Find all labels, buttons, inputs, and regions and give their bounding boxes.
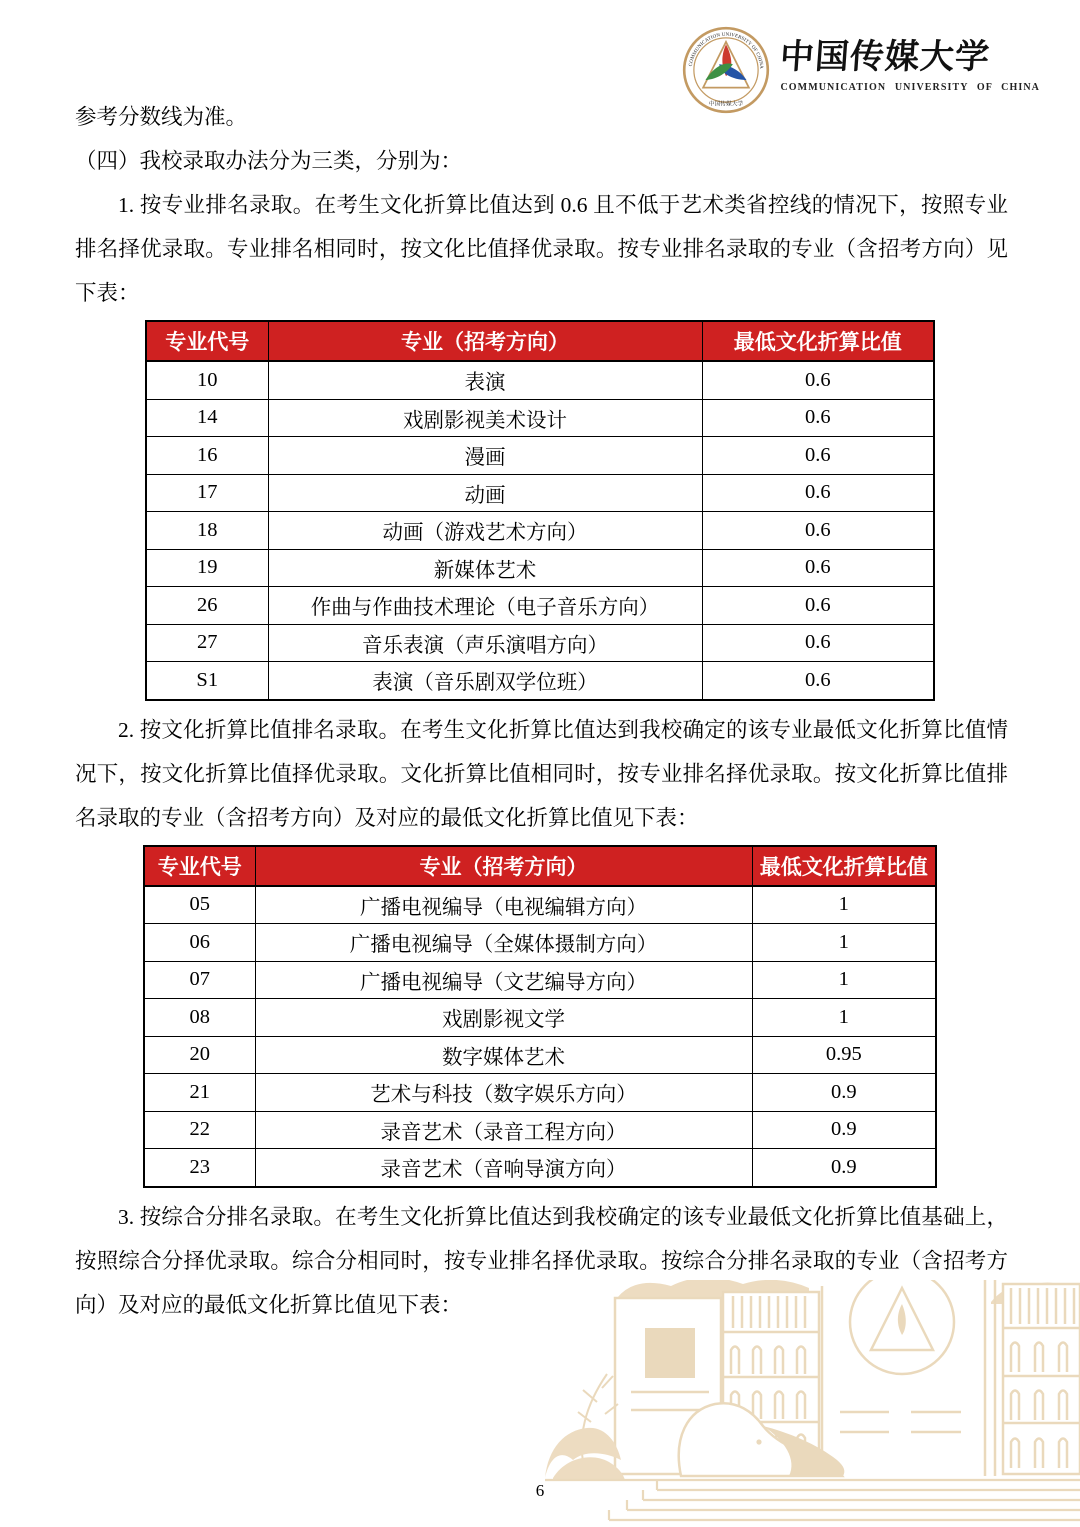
- major-name-cell: 表演: [268, 361, 702, 399]
- major-code-cell: 27: [146, 624, 268, 662]
- table-row: [146, 474, 934, 512]
- major-name-cell: 动画（游戏艺术方向）: [268, 512, 702, 550]
- min-ratio-cell: 1: [752, 886, 936, 924]
- major-name-cell: 广播电视编导（电视编辑方向）: [255, 886, 752, 924]
- table-row: [144, 924, 936, 962]
- major-name-cell: 艺术与科技（数字娱乐方向）: [255, 1074, 752, 1112]
- table-row: [146, 549, 934, 587]
- table-header-row: [144, 846, 936, 886]
- seal-caption-text: 中国传媒大学: [709, 101, 744, 108]
- table-row: [144, 1111, 936, 1149]
- major-name-cell: 动画: [268, 474, 702, 512]
- min-ratio-cell: 0.9: [752, 1149, 936, 1187]
- major-code-cell: 06: [144, 924, 255, 962]
- min-ratio-cell: 0.6: [702, 624, 934, 662]
- major-code-cell: 22: [144, 1111, 255, 1149]
- document-body: [75, 95, 1008, 1327]
- table-row: [144, 1036, 936, 1074]
- min-ratio-cell: 0.95: [752, 1036, 936, 1074]
- table-culture-ratio-admission: [143, 845, 937, 1188]
- min-ratio-cell: 0.6: [702, 587, 934, 625]
- major-name-cell: 录音艺术（音响导演方向）: [255, 1149, 752, 1187]
- major-code-cell: 17: [146, 474, 268, 512]
- major-name-cell: 数字媒体艺术: [255, 1036, 752, 1074]
- table-header-row: [146, 321, 934, 361]
- col-header-major-code: 专业代号: [146, 321, 268, 361]
- min-ratio-cell: 0.6: [702, 512, 934, 550]
- paragraph-section-4-heading: （四）我校录取办法分为三类，分别为：: [75, 149, 463, 173]
- min-ratio-cell: 0.6: [702, 549, 934, 587]
- col-header-major-name: 专业（招考方向）: [255, 846, 752, 886]
- table-row: [144, 961, 936, 999]
- major-code-cell: 18: [146, 512, 268, 550]
- university-logo: [682, 26, 1040, 114]
- paragraph-reference-line: 参考分数线为准。: [75, 105, 248, 129]
- table-row: [146, 399, 934, 437]
- major-name-cell: 表演（音乐剧双学位班）: [268, 662, 702, 700]
- paragraph-method-3: 3. 按综合分排名录取。在考生文化折算比值达到我校确定的该专业最低文化折算比值基础上，按照综合分择优录取。综合分相同时，按专业排名择优录取。按综合分排名录取的专业（含招考方向）及对应的最低文化折算比值见下表：: [75, 1204, 1008, 1317]
- major-code-cell: 10: [146, 361, 268, 399]
- major-name-cell: 戏剧影视美术设计: [268, 399, 702, 437]
- min-ratio-cell: 0.6: [702, 437, 934, 475]
- major-code-cell: 20: [144, 1036, 255, 1074]
- table-row: [146, 624, 934, 662]
- min-ratio-cell: 0.6: [702, 662, 934, 700]
- table-row: [144, 886, 936, 924]
- major-code-cell: 23: [144, 1149, 255, 1187]
- major-name-cell: 作曲与作曲技术理论（电子音乐方向）: [268, 587, 702, 625]
- min-ratio-cell: 0.9: [752, 1111, 936, 1149]
- major-code-cell: 08: [144, 999, 255, 1037]
- major-name-cell: 广播电视编导（文艺编导方向）: [255, 961, 752, 999]
- university-name-cn: 中国传媒大学: [779, 39, 992, 76]
- major-name-cell: 漫画: [268, 437, 702, 475]
- min-ratio-cell: 0.6: [702, 474, 934, 512]
- table-row: [144, 999, 936, 1037]
- table-row: [146, 662, 934, 700]
- major-name-cell: 戏剧影视文学: [255, 999, 752, 1037]
- min-ratio-cell: 0.9: [752, 1074, 936, 1112]
- table-row: [144, 1074, 936, 1112]
- col-header-min-ratio: 最低文化折算比值: [752, 846, 936, 886]
- min-ratio-cell: 0.6: [702, 399, 934, 437]
- major-name-cell: 音乐表演（声乐演唱方向）: [268, 624, 702, 662]
- major-code-cell: 05: [144, 886, 255, 924]
- major-name-cell: 新媒体艺术: [268, 549, 702, 587]
- col-header-major-code: 专业代号: [144, 846, 255, 886]
- min-ratio-cell: 1: [752, 961, 936, 999]
- min-ratio-cell: 1: [752, 999, 936, 1037]
- col-header-min-ratio: 最低文化折算比值: [702, 321, 934, 361]
- table-row: [146, 361, 934, 399]
- col-header-major-name: 专业（招考方向）: [268, 321, 702, 361]
- major-code-cell: 14: [146, 399, 268, 437]
- table-row: [146, 587, 934, 625]
- table-major-rank-admission: [145, 320, 935, 701]
- page-number: 6: [535, 1481, 545, 1500]
- major-name-cell: 录音艺术（录音工程方向）: [255, 1111, 752, 1149]
- university-name-en: COMMUNICATION UNIVERSITY OF CHINA: [780, 82, 1040, 94]
- major-code-cell: S1: [146, 662, 268, 700]
- major-code-cell: 26: [146, 587, 268, 625]
- major-code-cell: 07: [144, 961, 255, 999]
- table-row: [146, 437, 934, 475]
- major-name-cell: 广播电视编导（全媒体摄制方向）: [255, 924, 752, 962]
- university-seal-icon: [682, 26, 770, 114]
- major-code-cell: 19: [146, 549, 268, 587]
- table-row: [144, 1149, 936, 1187]
- seal-ring-text: COMMUNICATION UNIVERSITY OF CHINA: [689, 32, 764, 70]
- min-ratio-cell: 0.6: [702, 361, 934, 399]
- paragraph-method-1: 1. 按专业排名录取。在考生文化折算比值达到 0.6 且不低于艺术类省控线的情况下，按照专业排名择优录取。专业排名相同时，按文化比值择优录取。按专业排名录取的专业（含招考方向）见下表：: [75, 193, 1008, 305]
- paragraph-method-2: 2. 按文化折算比值排名录取。在考生文化折算比值达到我校确定的该专业最低文化折算比值情况下，按文化折算比值择优录取。文化折算比值相同时，按专业排名择优录取。按文化折算比值排名录取的专业（含招考方向）及对应的最低文化折算比值见下表：: [75, 717, 1008, 830]
- major-code-cell: 21: [144, 1074, 255, 1112]
- table-row: [146, 512, 934, 550]
- min-ratio-cell: 1: [752, 924, 936, 962]
- major-code-cell: 16: [146, 437, 268, 475]
